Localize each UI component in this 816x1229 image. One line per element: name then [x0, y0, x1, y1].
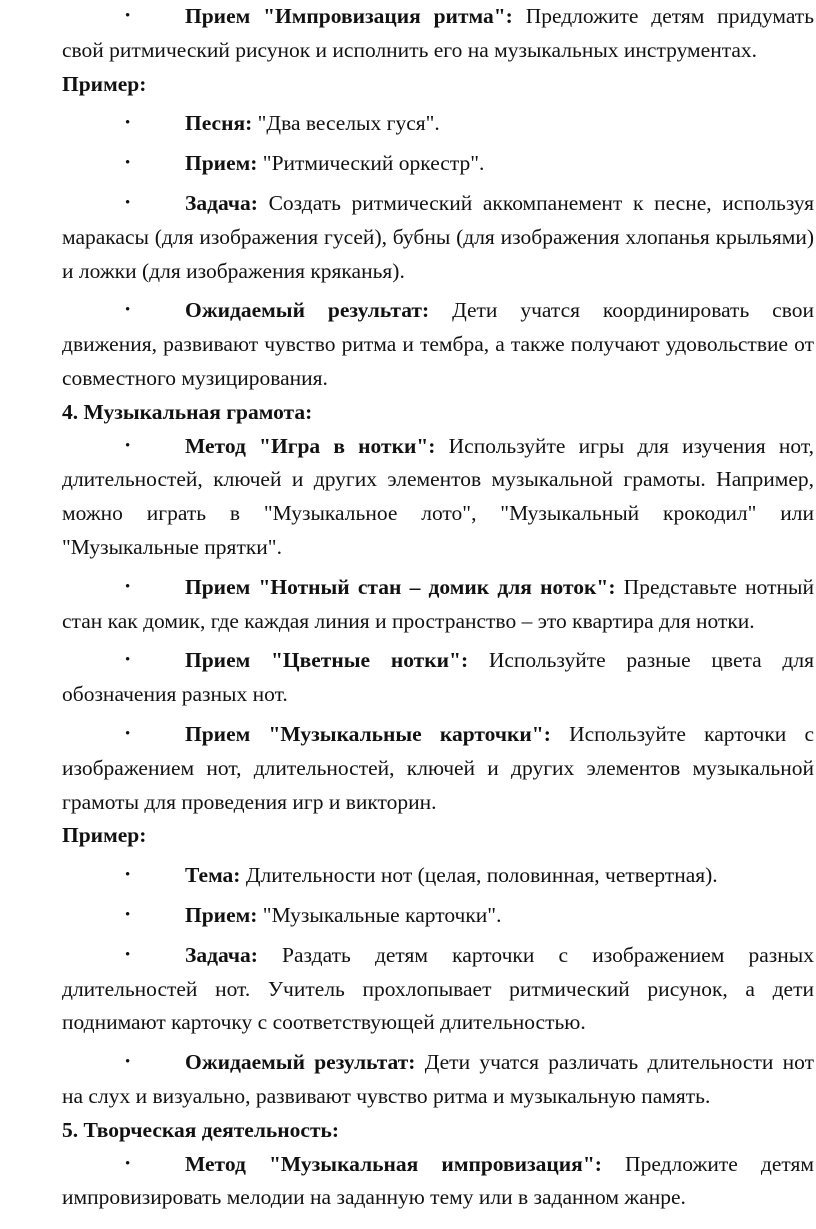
- bullet-lead: Задача:: [185, 942, 258, 967]
- bullet-lead: Ожидаемый результат:: [185, 1050, 416, 1075]
- bullet-lead: Прием "Цветные нотки":: [185, 648, 469, 673]
- bullet-text: "Два веселых гуся".: [252, 111, 440, 136]
- bullet-paragraph: [62, 430, 814, 565]
- bullet-text: Предложите детям импровизировать мелодии на заданную тему или в заданном жанре.: [62, 1151, 814, 1210]
- bullet-paragraph: [62, 294, 814, 395]
- bullet-paragraph: [62, 187, 814, 288]
- bullet-text: Представьте нотный стан как домик, где каждая линия и пространство – это квартира для нотки.: [62, 574, 814, 633]
- bullet-text: "Ритмический оркестр".: [257, 151, 485, 176]
- bullet-lead: Задача:: [185, 190, 258, 215]
- section-heading: 5. Творческая деятельность:: [62, 1117, 340, 1142]
- bullet-paragraph: [62, 147, 814, 181]
- section-heading: 4. Музыкальная грамота:: [62, 399, 313, 424]
- bullet-text: Дети учатся координировать свои движения, развивают чувство ритма и тембра, а также получают удовольствие от совместного музицирования.: [62, 298, 814, 390]
- bullet-text: Раздать детям карточки с изображением разных длительностей нот. Учитель прохлопывает ритмический рисунок, а дети поднимают карточку с соответствующей длительностью.: [62, 942, 814, 1035]
- section-heading: Пример:: [62, 823, 147, 848]
- bullet-lead: Прием:: [185, 902, 258, 927]
- bullet-text: "Музыкальные карточки".: [257, 902, 502, 927]
- section-heading: Пример:: [62, 71, 147, 96]
- bullet-text: Создать ритмический аккомпанемент к песне, используя маракасы (для изображения гусей), бубны (для изображения хлопанья крыльями) и ложки (для изображения кряканья).: [62, 190, 814, 283]
- bullet-paragraph: [62, 899, 814, 933]
- bullet-paragraph: [62, 644, 814, 712]
- bullet-text: Длительности нот (целая, половинная, четвертная).: [240, 863, 718, 888]
- bullet-paragraph: [62, 1046, 814, 1114]
- bullet-lead: Прием "Нотный стан – домик для ноток":: [185, 574, 616, 599]
- bullet-lead: Ожидаемый результат:: [185, 298, 430, 323]
- bullet-lead: Прием "Музыкальные карточки":: [185, 721, 551, 746]
- bullet-paragraph: [62, 939, 814, 1040]
- bullet-paragraph: [62, 1148, 814, 1216]
- bullet-lead: Тема:: [185, 863, 241, 888]
- bullet-lead: Метод "Музыкальная импровизация":: [185, 1151, 602, 1176]
- bullet-text: Используйте разные цвета для обозначения разных нот.: [62, 648, 814, 707]
- bullet-text: Используйте игры для изучения нот, длительностей, ключей и других элементов музыкальной грамоты. Например, можно играть в "Музыкальное лото", "Музыкальный крокодил" или "Музыкальные прятки".: [62, 433, 814, 559]
- bullet-paragraph: [62, 571, 814, 639]
- bullet-lead: Прием "Импровизация ритма":: [185, 4, 513, 28]
- bullet-paragraph: [62, 107, 814, 141]
- bullet-lead: Метод "Игра в нотки":: [185, 433, 436, 458]
- bullet-paragraph: [62, 0, 814, 68]
- bullet-paragraph: [62, 859, 814, 893]
- bullet-text: Предложите детям придумать свой ритмический рисунок и исполнить его на музыкальных инструментах.: [62, 4, 815, 62]
- document-page: [62, 0, 814, 1215]
- bullet-lead: Песня:: [185, 111, 253, 136]
- bullet-text: Используйте карточки с изображением нот, длительностей, ключей и других элементов музыкальной грамоты для проведения игр и викторин.: [62, 721, 815, 814]
- bullet-lead: Прием:: [185, 151, 258, 176]
- bullet-text: Дети учатся различать длительности нот на слух и визуально, развивают чувство ритма и музыкальную память.: [62, 1050, 814, 1108]
- bullet-paragraph: [62, 718, 814, 819]
